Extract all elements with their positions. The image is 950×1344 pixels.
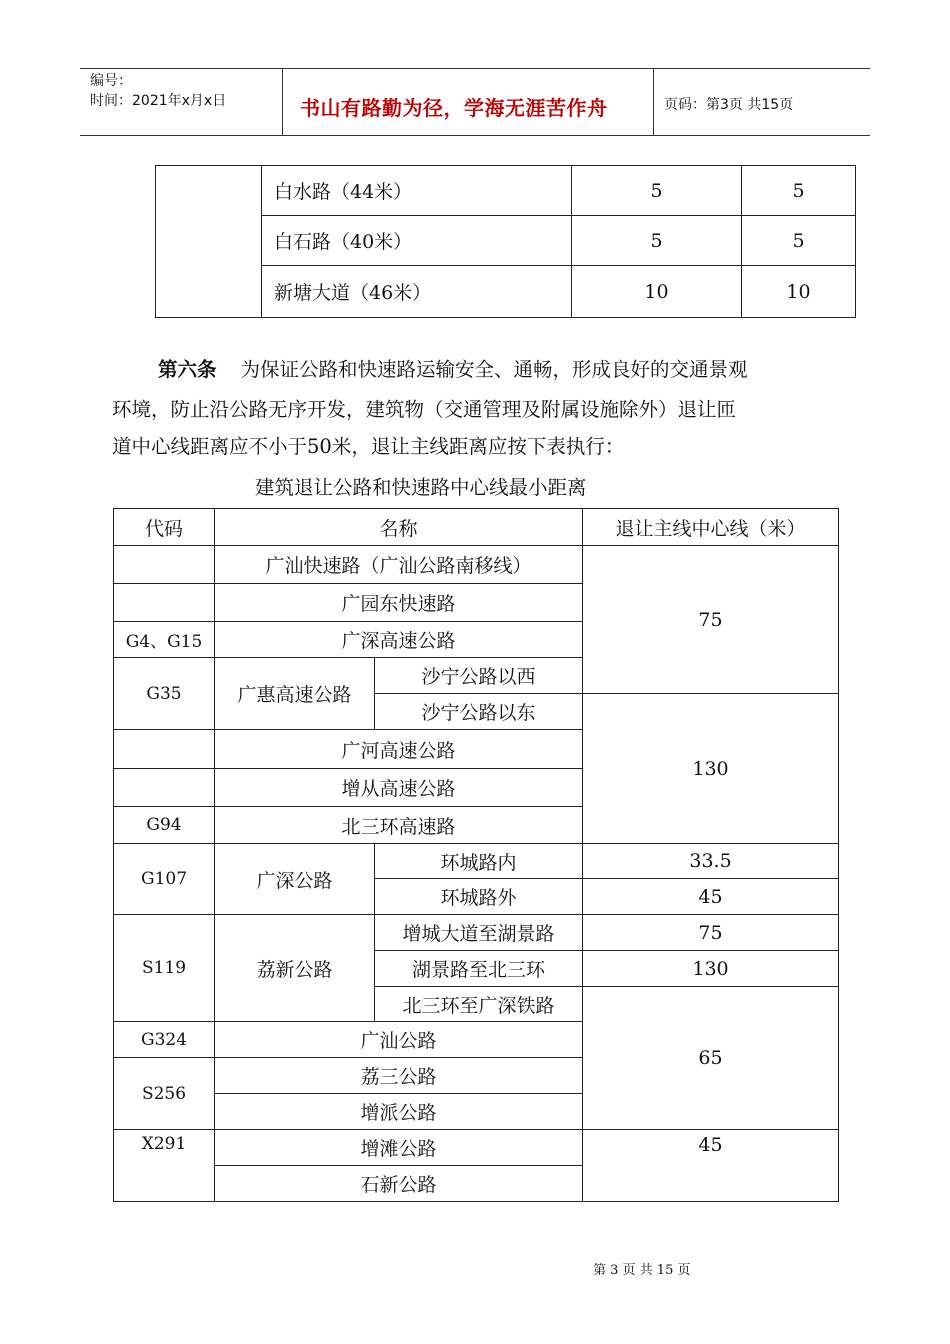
value-cell: 5 [572,216,742,266]
value-cell: 5 [742,216,856,266]
name-cell: 广深高速公路 [215,622,583,658]
value-cell: 5 [742,166,856,216]
merged-blank-cell [156,166,262,318]
name-cell: 增滩公路 [215,1130,583,1166]
table-row [114,844,839,879]
code-cell: X291 [114,1130,215,1202]
value-cell: 5 [572,166,742,216]
table-row [156,166,856,216]
distance-cell: 45 [583,879,839,915]
header-name: 名称 [215,509,583,546]
header-code: 代码 [114,509,215,546]
subname-cell: 增城大道至湖景路 [375,915,583,951]
header-top-rule [80,68,870,69]
article-heading: 第六条 [158,358,217,381]
road-name-cell: 白水路（44米） [262,166,572,216]
name-cell: 广园东快速路 [215,584,583,622]
distance-cell: 33.5 [583,844,839,879]
header-number-label: 编号： [90,73,132,89]
table-caption: 建筑退让公路和快速路中心线最小距离 [255,476,587,499]
name-cell: 广河高速公路 [215,730,583,769]
top-table [155,165,856,318]
distance-cell: 130 [583,951,839,987]
name-cell: 石新公路 [215,1166,583,1202]
table-row [114,915,839,951]
name-cell: 北三环高速路 [215,807,583,844]
code-cell: G35 [114,658,215,730]
name-cell: 增从高速公路 [215,769,583,807]
subname-cell: 沙宁公路以西 [375,658,583,694]
code-cell: G4、G15 [114,622,215,658]
subname-cell: 湖景路至北三环 [375,951,583,987]
table-row [114,1130,839,1166]
table-row [114,546,839,584]
code-cell: G324 [114,1022,215,1058]
road-name-cell: 白石路（40米） [262,216,572,266]
header-time-label: 时间：2021年x月x日 [90,93,227,109]
subname-cell: 沙宁公路以东 [375,694,583,730]
subname-cell: 北三环至广深铁路 [375,987,583,1022]
code-cell [114,769,215,807]
distance-cell: 45 [583,1130,839,1202]
code-cell: S119 [114,915,215,1022]
value-cell: 10 [572,266,742,318]
name-cell: 广深公路 [215,844,375,915]
subname-cell: 环城路外 [375,879,583,915]
code-cell [114,546,215,584]
distance-cell: 75 [583,915,839,951]
code-cell [114,730,215,769]
article-line-1 [158,353,748,387]
code-cell: G94 [114,807,215,844]
article-text-1: 为保证公路和快速路运输安全、通畅，形成良好的交通景观 [240,358,748,381]
distance-cell: 75 [583,546,839,694]
name-cell: 广汕公路 [215,1022,583,1058]
table-header-row [114,509,839,546]
name-cell: 荔新公路 [215,915,375,1022]
header-divider-right [653,68,654,135]
page-footer: 第 3 页 共 15 页 [593,1263,691,1278]
code-cell: S256 [114,1058,215,1130]
article-line-2: 环境，防止沿公路无序开发，建筑物（交通管理及附属设施除外）退让匝 [112,398,737,421]
header-motto: 书山有路勤为径，学海无涯苦作舟 [300,96,608,120]
name-cell: 荔三公路 [215,1058,583,1094]
setback-table [113,508,839,1202]
name-cell: 增派公路 [215,1094,583,1130]
distance-cell: 130 [583,694,839,844]
name-cell: 广汕快速路（广汕公路南移线） [215,546,583,584]
code-cell: G107 [114,844,215,915]
article-line-3: 道中心线距离应不小于50米，退让主线距离应按下表执行： [112,435,625,458]
header-bottom-rule [80,135,870,136]
distance-cell: 65 [583,987,839,1130]
header-page-info: 页码：第3页 共15页 [664,97,794,113]
value-cell: 10 [742,266,856,318]
code-cell [114,584,215,622]
header-divider-left [282,68,283,135]
subname-cell: 环城路内 [375,844,583,879]
header-distance: 退让主线中心线（米） [583,509,839,546]
name-cell: 广惠高速公路 [215,658,375,730]
road-name-cell: 新塘大道（46米） [262,266,572,318]
